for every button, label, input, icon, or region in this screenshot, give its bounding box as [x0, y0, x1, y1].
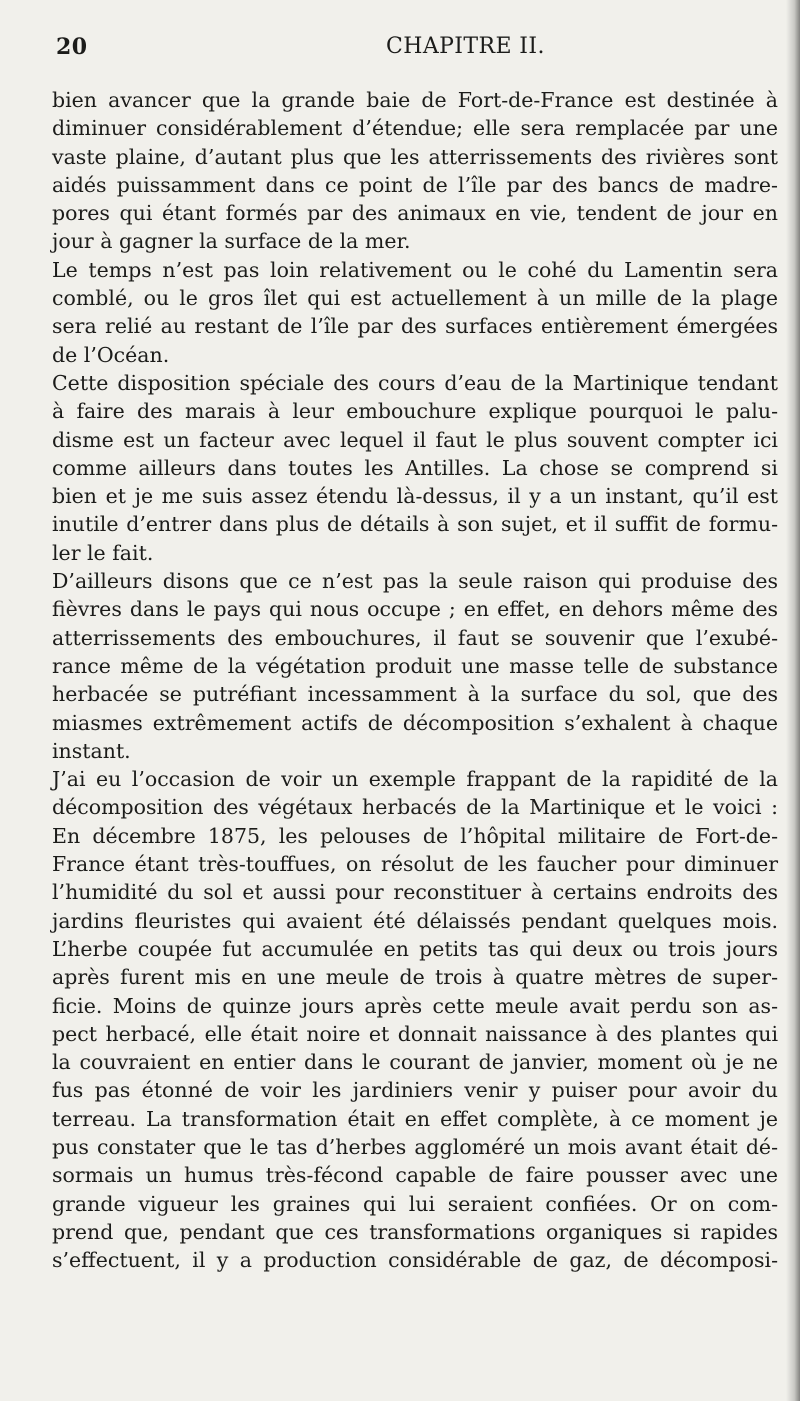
- text-line: pect herbacé, elle était noire et donnait naissance à des plantes qui: [52, 1021, 778, 1046]
- text-line: sormais un humus très-fécond capable de faire pousser avec une: [52, 1163, 778, 1188]
- page-edge-shadow: [786, 0, 800, 1401]
- text-line: Cette disposition spéciale des cours d’eau de la Martinique tendant: [52, 370, 778, 395]
- text-line: miasmes extrêmement actifs de décomposition s’exhalent à chaque: [52, 710, 778, 735]
- text-line: bien et je me suis assez étendu là-dessus, il y a un instant, qu’il est: [52, 484, 778, 509]
- text-line: s’effectuent, il y a production considérable de gaz, de décomposi-: [52, 1248, 778, 1273]
- text-line: atterrissements des embouchures, il faut se souvenir que l’exubé-: [52, 625, 778, 650]
- text-line: vaste plaine, d’autant plus que les atterrissements des rivières sont: [52, 144, 778, 169]
- text-line: bien avancer que la grande baie de Fort-de-France est destinée à: [52, 88, 778, 112]
- text-line: instant.: [52, 738, 131, 763]
- text-line: inutile d’entrer dans plus de détails à son sujet, et il suffit de formu-: [52, 512, 778, 537]
- text-line: de l’Océan.: [52, 342, 170, 367]
- text-line: J’ai eu l’occasion de voir un exemple frappant de la rapidité de la: [52, 767, 778, 792]
- text-line: France étant très-touffues, on résolut de les faucher pour diminuer: [52, 852, 778, 877]
- text-line: comblé, ou le gros îlet qui est actuellement à un mille de la plage: [52, 286, 778, 311]
- body-text: [52, 86, 778, 1274]
- text-line: rance même de la végétation produit une masse telle de substance: [52, 653, 778, 678]
- text-line: grande vigueur les graines qui lui seraient confiées. Or on com-: [52, 1191, 778, 1216]
- text-line: L’herbe coupée fut accumulée en petits tas qui deux ou trois jours: [52, 936, 778, 961]
- text-line: décomposition des végétaux herbacés de la Martinique et le voici :: [52, 795, 778, 820]
- text-line: ler le fait.: [52, 540, 154, 565]
- text-line: sera relié au restant de l’île par des surfaces entièrement émergées: [52, 314, 778, 339]
- running-head: [56, 28, 736, 64]
- text-line: prend que, pendant que ces transformations organiques si rapides: [52, 1219, 778, 1244]
- text-line: herbacée se putréfiant incessamment à la surface du sol, que des: [52, 682, 778, 707]
- text-line: jour à gagner la surface de la mer.: [52, 229, 411, 254]
- text-line: fus pas étonné de voir les jardiniers venir y puiser pour avoir du: [52, 1078, 778, 1103]
- text-line: l’humidité du sol et aussi pour reconstituer à certains endroits des: [52, 880, 778, 905]
- text-line: jardins fleuristes qui avaient été délaissés pendant quelques mois.: [52, 908, 778, 933]
- page-number: 20: [56, 34, 88, 60]
- text-line: pus constater que le tas d’herbes aggloméré un mois avant était dé-: [52, 1134, 778, 1159]
- text-line: pores qui étant formés par des animaux en vie, tendent de jour en: [52, 201, 778, 226]
- text-line: à faire des marais à leur embouchure explique pourquoi le palu-: [52, 399, 778, 424]
- text-line: disme est un facteur avec lequel il faut le plus souvent compter ici: [52, 427, 778, 452]
- text-line: diminuer considérablement d’étendue; elle sera remplacée par une: [52, 116, 778, 141]
- text-line: En décembre 1875, les pelouses de l’hôpital militaire de Fort-de-: [52, 823, 778, 848]
- text-line: comme ailleurs dans toutes les Antilles. La chose se comprend si: [52, 455, 778, 480]
- text-line: après furent mis en une meule de trois à quatre mètres de super-: [52, 965, 778, 990]
- text-line: aidés puissamment dans ce point de l’île par des bancs de madre-: [52, 172, 778, 197]
- text-line: fièvres dans le pays qui nous occupe ; en effet, en dehors même des: [52, 597, 778, 622]
- text-line: ficie. Moins de quinze jours après cette meule avait perdu son as-: [52, 993, 778, 1018]
- chapter-title: CHAPITRE II.: [386, 34, 545, 59]
- text-line: terreau. La transformation était en effet complète, à ce moment je: [52, 1106, 778, 1131]
- text-line: la couvraient en entier dans le courant de janvier, moment où je ne: [52, 1050, 778, 1075]
- text-line: D’ailleurs disons que ce n’est pas la seule raison qui produise des: [52, 569, 778, 594]
- text-line: Le temps n’est pas loin relativement ou le cohé du Lamentin sera: [52, 257, 778, 282]
